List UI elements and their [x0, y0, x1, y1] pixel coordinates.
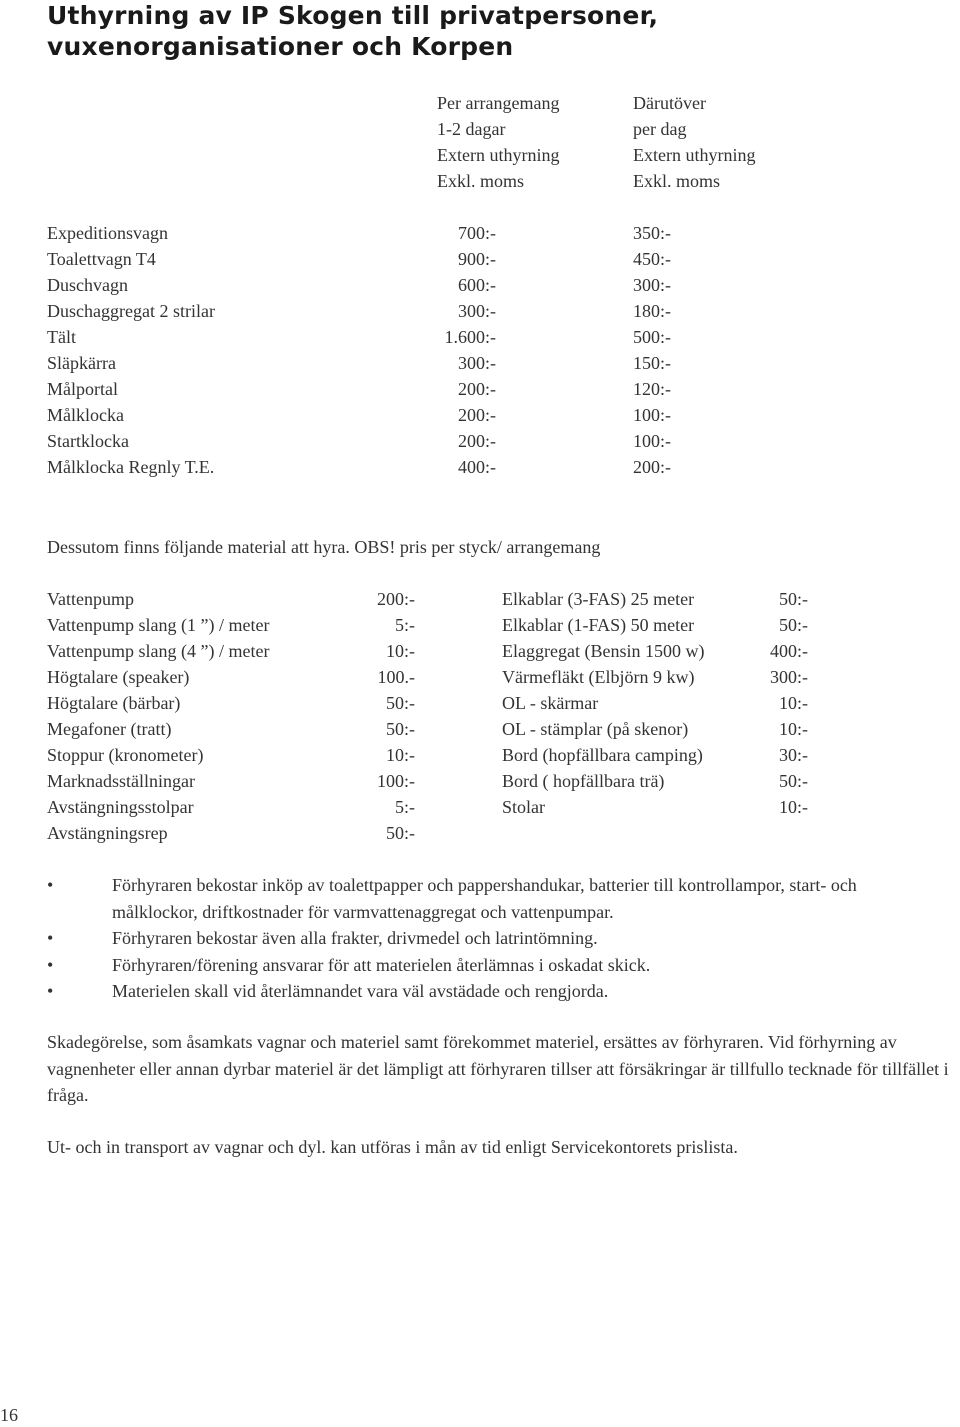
material-price: 50:- — [386, 693, 415, 713]
rental-price-table — [0, 220, 960, 480]
item-name: Målportal — [47, 379, 118, 399]
list-item — [0, 638, 960, 664]
material-name: OL - skärmar — [502, 693, 599, 713]
price-per-arrangement: 600:- — [458, 275, 496, 295]
price-per-day: 500:- — [633, 327, 671, 347]
header-line: Extern uthyrning — [633, 145, 756, 165]
header-line: Extern uthyrning — [437, 145, 560, 165]
material-price: 10:- — [779, 719, 808, 739]
material-price: 10:- — [386, 641, 415, 661]
bullet-text: Förhyraren bekostar inköp av toalettpapper och pappershandukar, batterier till kontrollampor, start- och målklockor, driftkostnader för varmvattenaggregat och vattenpumpar. — [112, 875, 857, 922]
price-per-arrangement: 200:- — [458, 379, 496, 399]
material-name: Stolar — [502, 797, 545, 817]
header-line: Därutöver — [633, 93, 706, 113]
material-price: 30:- — [779, 745, 808, 765]
bullet-item — [47, 925, 947, 952]
bullet-text: Materielen skall vid återlämnandet vara väl avstädade och rengjorda. — [112, 981, 609, 1001]
item-name: Tält — [47, 327, 76, 347]
page-title: Uthyrning av IP Skogen till privatpersoner, vuxenorganisationer och Korpen — [47, 1, 659, 61]
material-name: Värmefläkt (Elbjörn 9 kw) — [502, 667, 695, 687]
material-name: Högtalare (bärbar) — [47, 693, 181, 713]
price-per-arrangement: 200:- — [458, 405, 496, 425]
material-price: 200:- — [377, 589, 415, 609]
material-price: 50:- — [779, 589, 808, 609]
item-name: Expeditionsvagn — [47, 223, 168, 243]
price-per-day: 200:- — [633, 457, 671, 477]
material-price: 50:- — [386, 823, 415, 843]
material-price: 10:- — [779, 693, 808, 713]
material-name: Avstängningsrep — [47, 823, 168, 843]
terms-bullet-list — [47, 872, 947, 1005]
table-row — [0, 376, 960, 402]
material-price: 50:- — [386, 719, 415, 739]
table-row — [0, 350, 960, 376]
page-number: 16 — [0, 1405, 18, 1425]
material-name: Bord (hopfällbara camping) — [502, 745, 703, 765]
table-row — [0, 454, 960, 480]
list-item — [0, 664, 960, 690]
table-row — [0, 402, 960, 428]
item-name: Släpkärra — [47, 353, 116, 373]
item-name: Toalettvagn T4 — [47, 249, 156, 269]
damage-paragraph: Skadegörelse, som åsamkats vagnar och materiel samt förekommet materiel, ersättes av förhyraren. Vid förhyrning av vagnenheter eller annan dyrbar materiel är det lämpligt att förhyraren tillser att försäkringar är tillfullo tecknade för tillfället i fråga. — [47, 1032, 949, 1105]
price-per-arrangement: 1.600:- — [444, 327, 496, 347]
material-name: Vattenpump slang (1 ”) / meter — [47, 615, 270, 635]
item-name: Målklocka — [47, 405, 124, 425]
header-line: 1-2 dagar — [437, 119, 506, 139]
material-price: 10:- — [386, 745, 415, 765]
price-per-arrangement: 300:- — [458, 353, 496, 373]
price-per-day: 150:- — [633, 353, 671, 373]
material-price: 100.- — [377, 667, 415, 687]
price-per-arrangement: 900:- — [458, 249, 496, 269]
price-per-day: 120:- — [633, 379, 671, 399]
bullet-icon: • — [47, 981, 54, 1001]
item-name: Duschaggregat 2 strilar — [47, 301, 215, 321]
price-per-day: 300:- — [633, 275, 671, 295]
price-per-arrangement: 300:- — [458, 301, 496, 321]
material-price: 5:- — [395, 797, 415, 817]
material-price: 400:- — [770, 641, 808, 661]
bullet-item — [47, 872, 947, 925]
item-name: Duschvagn — [47, 275, 128, 295]
material-name: Stoppur (kronometer) — [47, 745, 204, 765]
material-price: 50:- — [779, 771, 808, 791]
bullet-text: Förhyraren bekostar även alla frakter, drivmedel och latrintömning. — [112, 928, 598, 948]
material-price: 300:- — [770, 667, 808, 687]
material-name: Vattenpump — [47, 589, 134, 609]
material-list-right — [0, 586, 960, 820]
material-name: Megafoner (tratt) — [47, 719, 172, 739]
bullet-item — [47, 952, 947, 979]
price-per-day: 350:- — [633, 223, 671, 243]
table-row — [0, 220, 960, 246]
header-line: Exkl. moms — [437, 171, 525, 191]
price-per-day: 100:- — [633, 431, 671, 451]
list-item — [0, 690, 960, 716]
header-line: per dag — [633, 119, 687, 139]
bullet-icon: • — [47, 954, 54, 975]
material-name: Högtalare (speaker) — [47, 667, 190, 687]
table-row — [0, 298, 960, 324]
header-line: Exkl. moms — [633, 171, 721, 191]
material-price: 50:- — [779, 615, 808, 635]
bullet-item — [47, 978, 947, 1005]
bullet-text: Förhyraren/förening ansvarar för att materielen återlämnas i oskadat skick. — [112, 954, 651, 975]
price-per-day: 100:- — [633, 405, 671, 425]
material-price: 10:- — [779, 797, 808, 817]
price-per-day: 180:- — [633, 301, 671, 321]
material-name: Vattenpump slang (4 ”) / meter — [47, 641, 270, 661]
bullet-icon: • — [47, 875, 54, 895]
table-row — [0, 272, 960, 298]
table-row — [0, 428, 960, 454]
list-item — [0, 794, 960, 820]
material-name: Bord ( hopfällbara trä) — [502, 771, 665, 791]
list-item — [0, 768, 960, 794]
list-item — [0, 820, 480, 846]
list-item — [0, 716, 960, 742]
list-item — [0, 742, 960, 768]
material-price: 5:- — [395, 615, 415, 635]
list-item — [0, 612, 960, 638]
price-header-per-arrangement — [437, 90, 559, 194]
price-header-per-day — [633, 90, 755, 194]
table-row — [0, 324, 960, 350]
header-line: Per arrangemang — [437, 93, 560, 113]
price-per-day: 450:- — [633, 249, 671, 269]
price-per-arrangement: 200:- — [458, 431, 496, 451]
price-per-arrangement: 700:- — [458, 223, 496, 243]
transport-paragraph: Ut- och in transport av vagnar och dyl. kan utföras i mån av tid enligt Servicekontorets prislista. — [47, 1137, 738, 1157]
item-name: Startklocka — [47, 431, 129, 451]
list-item — [0, 586, 960, 612]
material-name: Elkablar (1-FAS) 50 meter — [502, 615, 695, 635]
material-name: Marknadsställningar — [47, 771, 195, 791]
material-price: 100:- — [377, 771, 415, 791]
item-name: Målklocka Regnly T.E. — [47, 457, 215, 477]
material-name: OL - stämplar (på skenor) — [502, 719, 689, 739]
price-per-arrangement: 400:- — [458, 457, 496, 477]
material-name: Elkablar (3-FAS) 25 meter — [502, 589, 695, 609]
bullet-icon: • — [47, 928, 54, 948]
material-name: Elaggregat (Bensin 1500 w) — [502, 641, 705, 661]
material-name: Avstängningsstolpar — [47, 797, 194, 817]
table-row — [0, 246, 960, 272]
material-intro: Dessutom finns följande material att hyra. OBS! pris per styck/ arrangemang — [47, 537, 601, 557]
